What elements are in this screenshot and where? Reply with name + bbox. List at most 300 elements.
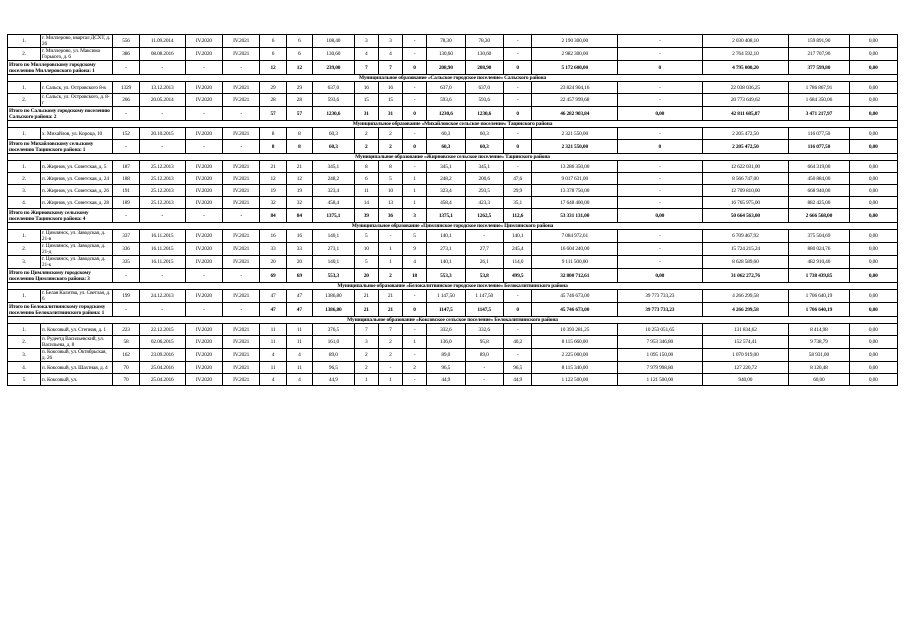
table-cell: 10 xyxy=(354,243,378,256)
table-cell: 60,3 xyxy=(313,128,355,140)
table-cell: 21 xyxy=(286,161,312,173)
table-row xyxy=(8,94,898,107)
table-cell: 60,3 xyxy=(465,128,503,140)
table-cell: 450 884,00 xyxy=(789,173,849,185)
table-cell: 0 xyxy=(402,303,426,317)
table-cell: 668 940,00 xyxy=(789,185,849,197)
table-cell: 15 xyxy=(354,94,378,107)
table-cell: 11 xyxy=(286,362,312,374)
table-cell: 3 xyxy=(354,35,378,48)
register-sheet xyxy=(7,34,898,386)
table-cell: 95,8 xyxy=(465,336,503,349)
table-cell: 13 xyxy=(378,197,402,209)
table-cell: 2 205 472,50 xyxy=(702,128,789,140)
table-cell: 7 xyxy=(378,324,402,336)
table-cell: IV.2020 xyxy=(185,48,222,61)
table-cell: 0,00 xyxy=(849,230,897,243)
table-cell: 116 077,50 xyxy=(789,128,849,140)
table-cell: IV.2020 xyxy=(185,173,222,185)
address-cell: п. Жирнов, ул. Советская, д. 28 xyxy=(40,197,112,209)
table-cell: - xyxy=(402,324,426,336)
table-cell: - xyxy=(223,303,260,317)
table-cell: 1 147,50 xyxy=(427,290,465,303)
table-cell: 2 030 408,10 xyxy=(702,35,789,48)
table-cell: 45 746 673,00 xyxy=(532,303,618,317)
table-cell: 4 xyxy=(378,48,402,61)
table-cell: 70 xyxy=(113,362,139,374)
table-cell: 16 xyxy=(354,82,378,94)
table-cell: 6 xyxy=(260,48,286,61)
table-cell: 0,00 xyxy=(849,185,897,197)
table-cell: 6 xyxy=(260,35,286,48)
table-cell: 5 xyxy=(8,374,41,386)
subtotal-label: Итого по Сальскому городскому поселению Сальского района: 2 xyxy=(8,107,113,121)
table-cell: IV.2021 xyxy=(223,374,260,386)
table-cell: 0,00 xyxy=(618,269,703,283)
table-cell: - xyxy=(618,173,703,185)
municipality-name: Муниципальное образование «Михайловское сельское поселение» Тацинского района xyxy=(8,121,898,128)
table-row xyxy=(8,349,898,362)
table-cell: 7 979 998,80 xyxy=(618,362,703,374)
table-cell: 130,60 xyxy=(427,48,465,61)
table-cell: 332,6 xyxy=(465,324,503,336)
table-cell: 0 xyxy=(503,140,532,154)
table-cell: - xyxy=(618,128,703,140)
table-cell: IV.2021 xyxy=(223,35,260,48)
table-cell: IV.2020 xyxy=(185,362,222,374)
table-cell: IV.2021 xyxy=(223,243,260,256)
table-cell: 0,00 xyxy=(618,107,703,121)
table-cell: 8 xyxy=(354,161,378,173)
table-cell: 0,00 xyxy=(849,349,897,362)
table-cell: 140,1 xyxy=(427,256,465,269)
table-cell: 15 724 215,24 xyxy=(702,243,789,256)
subtotal-row xyxy=(8,107,898,121)
table-cell: - xyxy=(139,269,185,283)
table-cell: 9 017 631,00 xyxy=(532,173,618,185)
table-cell: 7 xyxy=(354,324,378,336)
table-cell: 31 xyxy=(354,107,378,121)
table-cell: - xyxy=(503,290,532,303)
table-cell: 23 824 904,16 xyxy=(532,82,618,94)
table-cell: IV.2020 xyxy=(185,128,222,140)
address-cell: г. Миллерово, ул. Максима Горького, д. 6 xyxy=(40,48,112,61)
table-cell: 29 xyxy=(260,82,286,94)
table-cell: 36 xyxy=(378,209,402,223)
table-cell: 3. xyxy=(8,256,41,269)
table-cell: 69 xyxy=(260,269,286,283)
municipality-header-row xyxy=(8,121,898,128)
table-cell: IV.2020 xyxy=(185,35,222,48)
table-cell: - xyxy=(465,362,503,374)
table-cell: IV.2021 xyxy=(223,256,260,269)
address-cell: п. Коксовый, ул. Октябрьская, д. 26 xyxy=(40,349,112,362)
table-cell: 18 xyxy=(402,269,426,283)
table-row xyxy=(8,243,898,256)
table-cell: 4 xyxy=(260,374,286,386)
table-cell: 11 xyxy=(260,324,286,336)
table-cell: - xyxy=(402,48,426,61)
municipality-name: Муниципальное образование «Жирновское сельское поселение» Тацинского района xyxy=(8,154,898,161)
table-cell: 84 xyxy=(286,209,312,223)
table-cell: 45 746 673,00 xyxy=(532,290,618,303)
address-cell: п. Рудеетд Васильевский, ул. Васильева, д. 8 xyxy=(40,336,112,349)
table-cell: 188 xyxy=(113,173,139,185)
subtotal-row xyxy=(8,209,898,223)
table-cell: - xyxy=(113,269,139,283)
table-cell: 78,30 xyxy=(427,35,465,48)
table-cell: - xyxy=(618,35,703,48)
table-cell: 335 xyxy=(113,256,139,269)
table-cell: 2 321 550,00 xyxy=(532,140,618,154)
municipality-name: Муниципальное образование «Цимлянское городское поселение» Цимлянского района xyxy=(8,223,898,230)
address-cell: п. Коксовый, ул. xyxy=(40,374,112,386)
table-cell: 375 504,69 xyxy=(789,230,849,243)
table-cell: 20.10.2015 xyxy=(139,128,185,140)
table-cell: 1386,80 xyxy=(313,303,355,317)
table-cell: 499,5 xyxy=(503,269,532,283)
table-cell: 0,00 xyxy=(849,269,897,283)
address-cell: г. Цимлянск, ул. Заводская, д. 21-к xyxy=(40,256,112,269)
table-cell: 69 xyxy=(286,269,312,283)
subtotal-label: Итого по Белокалитвинскому городскому поселению Белокалитвинского района: 1 xyxy=(8,303,113,317)
table-cell: 200,6 xyxy=(465,173,503,185)
table-cell: - xyxy=(618,230,703,243)
table-body xyxy=(8,35,898,386)
table-cell: - xyxy=(618,197,703,209)
table-cell: 1. xyxy=(8,161,41,173)
table-cell: 1230,6 xyxy=(465,107,503,121)
table-cell: 1386,80 xyxy=(313,290,355,303)
table-cell: 47,6 xyxy=(503,173,532,185)
table-cell: 0,00 xyxy=(849,161,897,173)
table-cell: 32 800 712,61 xyxy=(532,269,618,283)
table-cell: - xyxy=(503,35,532,48)
table-cell: 25.12.2013 xyxy=(139,185,185,197)
table-cell: 08.08.2016 xyxy=(139,48,185,61)
table-cell: IV.2021 xyxy=(223,230,260,243)
table-cell: 1 738 439,85 xyxy=(789,269,849,283)
table-cell: 29,9 xyxy=(503,185,532,197)
table-cell: - xyxy=(618,94,703,107)
table-cell: - xyxy=(223,140,260,154)
table-cell: - xyxy=(185,269,222,283)
table-cell: - xyxy=(185,209,222,223)
table-cell: - xyxy=(402,290,426,303)
table-cell: - xyxy=(402,35,426,48)
table-cell: 880 024,76 xyxy=(789,243,849,256)
table-cell: 9 111 500,00 xyxy=(532,256,618,269)
table-cell: 323,4 xyxy=(427,185,465,197)
address-cell: п. Жирнов, ул. Советская, д. 26 xyxy=(40,185,112,197)
table-cell: - xyxy=(618,256,703,269)
table-cell: 89,0 xyxy=(465,349,503,362)
table-cell: 1 706 640,19 xyxy=(789,290,849,303)
table-cell: 4 795 000,20 xyxy=(702,61,789,75)
table-cell: 2 190 300,00 xyxy=(532,35,618,48)
table-cell: 6 xyxy=(354,173,378,185)
table-cell: - xyxy=(113,61,139,75)
table-cell: 10 xyxy=(378,185,402,197)
subtotal-row xyxy=(8,140,898,154)
table-cell: 4 xyxy=(286,349,312,362)
table-cell: IV.2021 xyxy=(223,48,260,61)
table-cell: 29 xyxy=(286,82,312,94)
table-cell: 161,0 xyxy=(313,336,355,349)
table-cell: IV.2021 xyxy=(223,324,260,336)
table-cell: 1 070 919,00 xyxy=(702,349,789,362)
subtotal-label: Итого по Миллеровскому городскому поселению Миллеровского района: 1 xyxy=(8,61,113,75)
table-cell: IV.2021 xyxy=(223,362,260,374)
table-cell: 1262,5 xyxy=(465,209,503,223)
table-cell: 13 378 750,00 xyxy=(532,185,618,197)
table-cell: 0,00 xyxy=(849,94,897,107)
table-cell: 12 xyxy=(260,173,286,185)
table-cell: 28 xyxy=(260,94,286,107)
table-cell: 14 xyxy=(354,197,378,209)
municipality-name: Муниципальное образование «Сальское городское поселение» Сальского района xyxy=(8,75,898,82)
table-cell: 0,00 xyxy=(849,140,897,154)
table-cell: - xyxy=(139,303,185,317)
table-cell: 12 xyxy=(286,61,312,75)
table-cell: 39 xyxy=(354,209,378,223)
table-row xyxy=(8,230,898,243)
table-cell: 0 xyxy=(402,140,426,154)
table-cell: 11 xyxy=(354,185,378,197)
table-cell: 130,60 xyxy=(465,48,503,61)
table-cell: 5 xyxy=(402,230,426,243)
table-cell: 1375,1 xyxy=(427,209,465,223)
table-cell: 2 205 472,50 xyxy=(702,140,789,154)
table-row xyxy=(8,161,898,173)
table-cell: 57 xyxy=(286,107,312,121)
table-cell: 423,3 xyxy=(465,197,503,209)
table-cell: 5 xyxy=(378,173,402,185)
table-cell: 1 xyxy=(354,374,378,386)
table-row xyxy=(8,324,898,336)
table-cell: 208,90 xyxy=(427,61,465,75)
table-cell: 0,00 xyxy=(849,303,897,317)
table-cell: 1. xyxy=(8,82,41,94)
table-cell: 2 982 300,00 xyxy=(532,48,618,61)
table-cell: 217 707,90 xyxy=(789,48,849,61)
table-cell: 89,0 xyxy=(313,349,355,362)
table-cell: 553,3 xyxy=(427,269,465,283)
table-cell: 16.11.2015 xyxy=(139,256,185,269)
table-cell: 0,00 xyxy=(849,197,897,209)
table-cell: 4 266 299,58 xyxy=(702,303,789,317)
table-cell: 2. xyxy=(8,173,41,185)
table-row xyxy=(8,256,898,269)
table-cell: 16 xyxy=(260,230,286,243)
table-row xyxy=(8,290,898,303)
address-cell: г. Сальск, ул. Островского, д. 8-г xyxy=(40,94,112,107)
table-cell: 5 172 600,00 xyxy=(532,61,618,75)
table-cell: 44,9 xyxy=(503,374,532,386)
table-cell: 2 xyxy=(378,336,402,349)
table-cell: 1375,1 xyxy=(313,209,355,223)
table-cell: 127 220,72 xyxy=(702,362,789,374)
table-cell: 10 253 051,65 xyxy=(618,324,703,336)
table-cell: - xyxy=(402,94,426,107)
table-cell: 21 xyxy=(260,161,286,173)
municipality-header-row xyxy=(8,154,898,161)
table-cell: 293,5 xyxy=(465,185,503,197)
municipality-header-row xyxy=(8,317,898,324)
table-cell: - xyxy=(618,185,703,197)
table-cell: 19 xyxy=(286,185,312,197)
table-cell: 191 xyxy=(113,185,139,197)
municipality-name: Муниципальное образование «Коксовское сельское поселение» Белокалитвинского района xyxy=(8,317,898,324)
table-cell: 1 xyxy=(378,243,402,256)
table-cell: 136,0 xyxy=(427,336,465,349)
table-cell: 199 xyxy=(113,290,139,303)
table-cell: 13 286 350,00 xyxy=(532,161,618,173)
table-cell: 1. xyxy=(8,290,41,303)
table-cell: 0 xyxy=(503,107,532,121)
table-cell: 02.06.2015 xyxy=(139,336,185,349)
table-cell: 16 765 975,00 xyxy=(702,197,789,209)
table-cell: 1 xyxy=(402,185,426,197)
table-cell: 1 684 350,06 xyxy=(789,94,849,107)
table-cell: 152 574,41 xyxy=(702,336,789,349)
table-cell: 345,1 xyxy=(313,161,355,173)
table-cell: 2 764 592,10 xyxy=(702,48,789,61)
table-cell: 60,3 xyxy=(427,140,465,154)
table-cell: 0,00 xyxy=(849,324,897,336)
table-cell: 35,1 xyxy=(503,197,532,209)
table-cell: 11 xyxy=(286,324,312,336)
table-cell: 0 xyxy=(503,303,532,317)
table-cell: 78,30 xyxy=(465,35,503,48)
table-cell: - xyxy=(139,107,185,121)
table-cell: 8 xyxy=(378,161,402,173)
table-cell: 46 282 903,84 xyxy=(532,107,618,121)
table-cell: 96,5 xyxy=(427,362,465,374)
table-cell: 60,3 xyxy=(465,140,503,154)
table-cell: - xyxy=(503,349,532,362)
table-cell: 58 xyxy=(113,336,139,349)
table-cell: 1 122 500,00 xyxy=(532,374,618,386)
municipality-header-row xyxy=(8,75,898,82)
table-cell: 9 xyxy=(402,243,426,256)
table-cell: IV.2020 xyxy=(185,197,222,209)
table-cell: IV.2021 xyxy=(223,161,260,173)
table-cell: 47 xyxy=(260,290,286,303)
address-cell: п. Коксовый, ул. Степная, д. 1 xyxy=(40,324,112,336)
table-cell: 1 xyxy=(378,256,402,269)
table-cell: 89,0 xyxy=(427,349,465,362)
table-cell: 31 xyxy=(378,107,402,121)
table-cell: 273,1 xyxy=(313,243,355,256)
table-cell: 0 xyxy=(402,61,426,75)
table-cell: - xyxy=(402,128,426,140)
table-row xyxy=(8,185,898,197)
table-cell: 21 xyxy=(378,303,402,317)
table-cell: - xyxy=(113,209,139,223)
table-cell: 2 xyxy=(354,128,378,140)
table-cell: 60,00 xyxy=(789,374,849,386)
table-cell: 337 xyxy=(113,230,139,243)
table-cell: 11 xyxy=(260,362,286,374)
table-row xyxy=(8,48,898,61)
table-cell: 377 599,80 xyxy=(789,61,849,75)
address-cell: г. Миллерово, квартал ДСХТ, д. 26 xyxy=(40,35,112,48)
table-cell: - xyxy=(223,209,260,223)
table-cell: IV.2021 xyxy=(223,336,260,349)
table-cell: 2 xyxy=(378,128,402,140)
table-cell: - xyxy=(618,82,703,94)
table-cell: 1. xyxy=(8,230,41,243)
table-cell: - xyxy=(223,269,260,283)
subtotal-label: Итого по Цимлянскому городскому поселению Цимлянского района: 3 xyxy=(8,269,113,283)
table-cell: 12 709 810,00 xyxy=(702,185,789,197)
address-cell: п. Жирнов, ул. Советская, д. 5 xyxy=(40,161,112,173)
table-cell: 0,00 xyxy=(849,107,897,121)
table-cell: 0,00 xyxy=(849,61,897,75)
table-cell: 7 xyxy=(354,61,378,75)
table-cell: 8 115 340,00 xyxy=(532,362,618,374)
table-cell: IV.2020 xyxy=(185,290,222,303)
table-cell: 39 773 733,23 xyxy=(618,303,703,317)
table-cell: 159 891,90 xyxy=(789,35,849,48)
table-cell: 6 xyxy=(286,35,312,48)
table-cell: 16 604 240,00 xyxy=(532,243,618,256)
table-cell: 664 319,00 xyxy=(789,161,849,173)
subtotal-row xyxy=(8,303,898,317)
table-cell: 8 414,98 xyxy=(789,324,849,336)
table-cell: IV.2021 xyxy=(223,290,260,303)
table-cell: 8 566 747,00 xyxy=(702,173,789,185)
table-cell: 637,0 xyxy=(313,82,355,94)
table-cell: 1 xyxy=(402,173,426,185)
table-cell: - xyxy=(402,82,426,94)
table-cell: - xyxy=(618,161,703,173)
table-cell: 10 393 281,25 xyxy=(532,324,618,336)
municipality-header-row xyxy=(8,223,898,230)
table-cell: 637,0 xyxy=(427,82,465,94)
table-cell: - xyxy=(402,349,426,362)
table-cell: 556 xyxy=(113,35,139,48)
table-cell: 0,00 xyxy=(849,209,897,223)
address-cell: г. Белая Калитва, ул. Светлая, д. 6 xyxy=(40,290,112,303)
table-cell: 2. xyxy=(8,336,41,349)
table-cell: 0,00 xyxy=(849,35,897,48)
table-cell: IV.2021 xyxy=(223,173,260,185)
table-cell: 12 622 031,00 xyxy=(702,161,789,173)
table-cell: 0,00 xyxy=(849,173,897,185)
table-cell: 44,9 xyxy=(427,374,465,386)
table-cell: 8 xyxy=(286,140,312,154)
table-cell: 5 xyxy=(354,256,378,269)
table-cell: 189 xyxy=(113,197,139,209)
table-cell: 0 xyxy=(618,140,703,154)
table-cell: 1. xyxy=(8,324,41,336)
table-cell: - xyxy=(503,128,532,140)
table-cell: 13.12.2013 xyxy=(139,82,185,94)
table-cell: 9 738,79 xyxy=(789,336,849,349)
table-cell: - xyxy=(618,243,703,256)
table-cell: 2 xyxy=(378,269,402,283)
table-cell: 70 xyxy=(113,374,139,386)
municipality-header-row xyxy=(8,283,898,290)
table-cell: 25.12.2013 xyxy=(139,161,185,173)
table-cell: 8 628 589,60 xyxy=(702,256,789,269)
table-cell: 3. xyxy=(8,185,41,197)
table-cell: 593,6 xyxy=(427,94,465,107)
table-cell: 8 120,48 xyxy=(789,362,849,374)
table-row xyxy=(8,197,898,209)
